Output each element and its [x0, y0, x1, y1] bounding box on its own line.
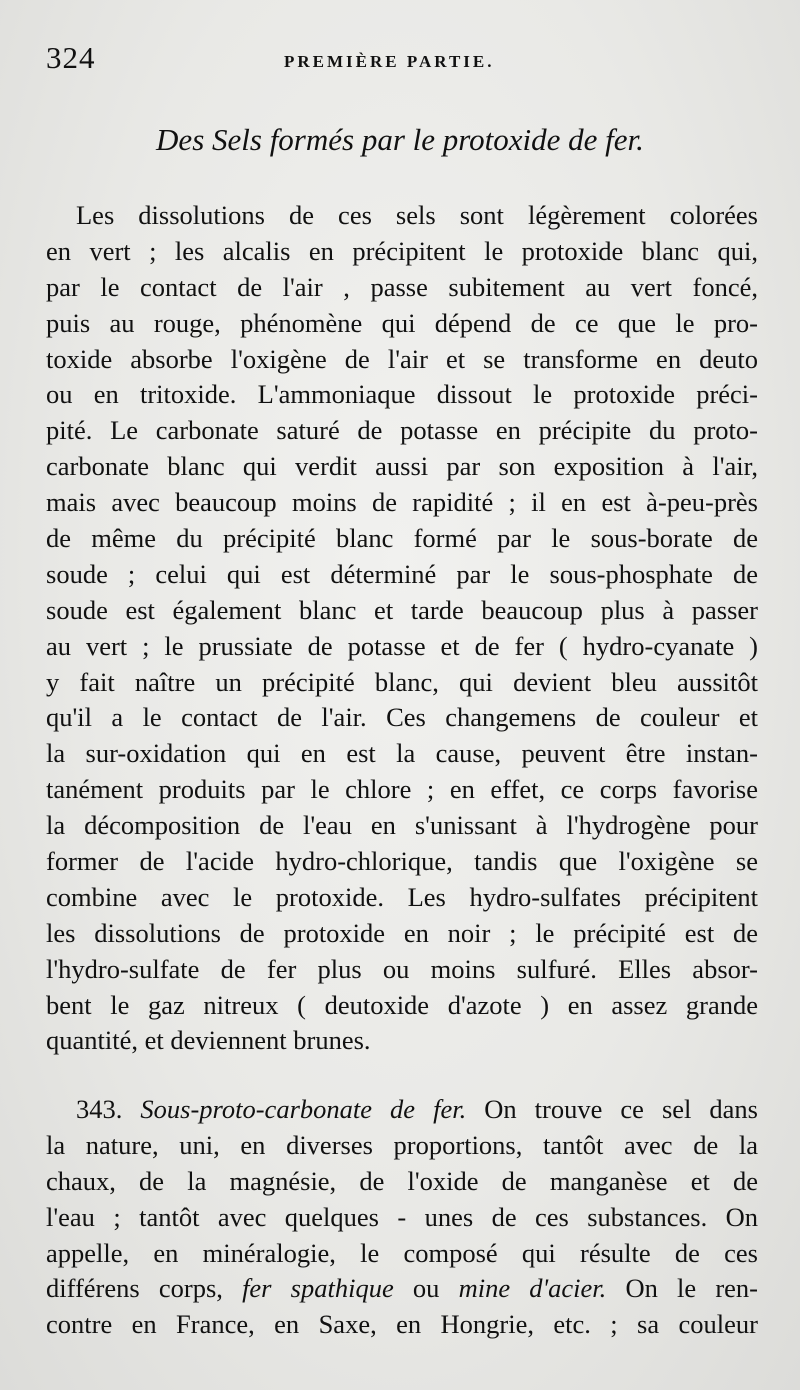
- text-line: en vert ; les alcalis en précipitent le protoxide blanc qui,: [46, 235, 758, 266]
- text-line: tanément produits par le chlore ; en effet, ce corps favorise: [46, 774, 758, 805]
- text-line: toxide absorbe l'oxigène de l'air et se transforme en deuto: [46, 343, 758, 374]
- article-number: 343.: [76, 1094, 123, 1124]
- text-line: chaux, de la magnésie, de l'oxide de manganèse et de: [46, 1165, 758, 1196]
- text-line: l'eau ; tantôt avec quelques - unes de ces substances. On: [46, 1201, 758, 1232]
- page-number: 324: [46, 40, 96, 75]
- text-line: [46, 1271, 758, 1307]
- text-line: [46, 1092, 758, 1128]
- text-line: Les dissolutions de ces sels sont légèrement colorées: [76, 200, 758, 230]
- text-line: les dissolutions de protoxide en noir ; le précipité est de: [46, 917, 758, 948]
- text-line: pité. Le carbonate saturé de potasse en précipite du proto-: [46, 415, 758, 446]
- section-title: Des Sels formés par le protoxide de fer.: [156, 122, 644, 157]
- term-fer-spathique: fer spathique: [242, 1273, 394, 1304]
- text-line: soude est également blanc et tarde beaucoup plus à passer: [46, 594, 758, 625]
- text-line: mais avec beaucoup moins de rapidité ; il en est à-peu-près: [46, 487, 758, 518]
- text-line: la nature, uni, en diverses proportions, tantôt avec de la: [46, 1129, 758, 1160]
- text-line: ou en tritoxide. L'ammoniaque dissout le protoxide préci-: [46, 379, 758, 410]
- text-line: la décomposition de l'eau en s'unissant à l'hydrogène pour: [46, 810, 758, 841]
- running-head: PREMIÈRE PARTIE.: [284, 52, 495, 71]
- article-title: Sous-proto-carbonate de fer.: [140, 1094, 467, 1124]
- text-line: au vert ; le prussiate de potasse et de fer ( hydro-cyanate ): [46, 630, 758, 661]
- paragraph-sous-proto-carbonate: [46, 1092, 758, 1343]
- text-line: combine avec le protoxide. Les hydro-sulfates précipitent: [46, 881, 758, 912]
- text-line: former de l'acide hydro-chlorique, tandis que l'oxigène se: [46, 846, 758, 877]
- text-line: bent le gaz nitreux ( deutoxide d'azote ) en assez grande: [46, 989, 758, 1020]
- text-line: l'hydro-sulfate de fer plus ou moins sulfuré. Elles absor-: [46, 953, 758, 984]
- text-line: y fait naître un précipité blanc, qui devient bleu aussitôt: [46, 666, 758, 697]
- text-fragment: différens corps,: [46, 1273, 223, 1304]
- text-fragment: On trouve ce sel dans: [484, 1094, 758, 1124]
- text-line: la sur-oxidation qui en est la cause, peuvent être instan-: [46, 738, 758, 769]
- text-line: carbonate blanc qui verdit aussi par son exposition à l'air,: [46, 451, 758, 482]
- text-line: de même du précipité blanc formé par le sous-borate de: [46, 523, 758, 554]
- text-line: appelle, en minéralogie, le composé qui résulte de ces: [46, 1237, 758, 1268]
- text-line: soude ; celui qui est déterminé par le sous-phosphate de: [46, 558, 758, 589]
- text-line: qu'il a le contact de l'air. Ces changemens de couleur et: [46, 702, 758, 733]
- text-line: quantité, et deviennent brunes.: [46, 1025, 371, 1056]
- text-fragment: On le ren-: [625, 1273, 758, 1304]
- paragraph-protoxide-salts: [46, 198, 758, 1059]
- text-line: contre en France, en Saxe, en Hongrie, etc. ; sa couleur: [46, 1309, 758, 1340]
- text-fragment: ou: [412, 1273, 440, 1304]
- text-line: puis au rouge, phénomène qui dépend de ce que le pro-: [46, 307, 758, 338]
- text-line: par le contact de l'air , passe subitement au vert foncé,: [46, 271, 758, 302]
- term-mine-d-acier: mine d'acier.: [458, 1273, 607, 1304]
